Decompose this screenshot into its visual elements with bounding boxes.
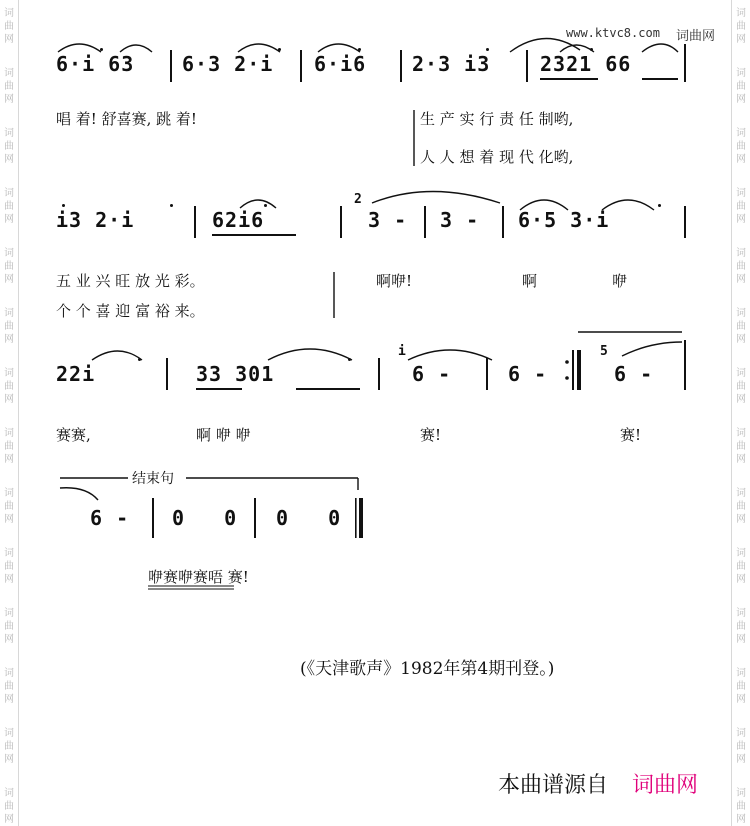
site-url[interactable]: www.ktvc8.com: [566, 26, 660, 40]
row2-lyric-2: 啊: [522, 272, 538, 290]
row1-verse-1: 生 产 实 行 责 任 制哟,: [420, 110, 574, 128]
watermark-char: 曲: [4, 141, 14, 152]
watermark-char: 曲: [736, 321, 746, 332]
watermark-char: 词: [4, 788, 14, 799]
watermark-char: 网: [4, 154, 14, 165]
octave-dot: [100, 48, 103, 51]
watermark-char: 网: [736, 454, 746, 465]
watermark-char: 词: [736, 8, 746, 19]
barline: [340, 206, 342, 238]
ending-label: 结束句: [132, 471, 174, 487]
octave-dot: [658, 204, 661, 207]
row2-measure-2: 62i6: [212, 208, 265, 232]
watermark-char: 网: [4, 214, 14, 225]
row3-lyric-2: 啊 咿 咿: [196, 426, 251, 444]
row3-measure-5: 6 -: [614, 362, 654, 386]
watermark-char: 曲: [4, 681, 14, 692]
watermark-char: 词: [736, 248, 746, 259]
row2-measure-1: i3 2·i: [56, 208, 135, 232]
watermark-char: 曲: [4, 321, 14, 332]
watermark-char: 词: [4, 188, 14, 199]
watermark-char: 曲: [4, 621, 14, 632]
watermark-char: 网: [736, 34, 746, 45]
watermark-char: 网: [736, 754, 746, 765]
watermark-char: 网: [4, 34, 14, 45]
watermark-char: 词: [736, 188, 746, 199]
row2-lyric-3: 咿: [612, 272, 628, 290]
watermark-char: 网: [4, 754, 14, 765]
watermark-char: 网: [4, 634, 14, 645]
row3-measure-2: 33 301: [196, 362, 275, 386]
watermark-char: 曲: [736, 621, 746, 632]
beam-underline: [540, 78, 598, 80]
barline: [486, 358, 488, 390]
watermark-char: 词: [736, 788, 746, 799]
watermark-char: 词: [4, 8, 14, 19]
watermark-char: 曲: [4, 441, 14, 452]
watermark-char: 网: [736, 214, 746, 225]
watermark-char: 曲: [736, 201, 746, 212]
watermark-char: 曲: [736, 741, 746, 752]
row2-verse-2: 个 个 喜 迎 富 裕 来。: [56, 302, 205, 320]
watermark-char: 曲: [736, 561, 746, 572]
watermark-char: 曲: [736, 81, 746, 92]
octave-dot: [486, 48, 489, 51]
watermark-char: 词: [4, 248, 14, 259]
watermark-char: 曲: [736, 801, 746, 812]
barline: [424, 206, 426, 238]
watermark-char: 网: [4, 94, 14, 105]
barline: [526, 50, 528, 82]
watermark-char: 网: [736, 334, 746, 345]
watermark-char: 词: [4, 368, 14, 379]
row3-measure-3: 6 -: [412, 362, 452, 386]
beam-underline: [296, 388, 360, 390]
octave-dot: [170, 204, 173, 207]
barline: [502, 206, 504, 238]
row1-measure-2: 6·3 2·i: [182, 52, 274, 76]
row4-measure-2: 0 0: [172, 506, 251, 530]
site-name[interactable]: 词曲网: [676, 29, 716, 44]
watermark-char: 曲: [4, 21, 14, 32]
grace-note: 2: [354, 192, 362, 207]
watermark-char: 网: [4, 274, 14, 285]
row2-measure-4: 3 -: [440, 208, 480, 232]
row2-lyric-1: 啊咿!: [376, 272, 413, 290]
watermark-char: 词: [736, 308, 746, 319]
row2-measure-3: 3 -: [368, 208, 408, 232]
watermark-char: 曲: [736, 381, 746, 392]
watermark-char: 曲: [736, 501, 746, 512]
barline: [684, 340, 686, 390]
watermark-char: 网: [736, 94, 746, 105]
row3-lyric-3: 赛!: [420, 426, 442, 444]
watermark-char: 词: [736, 548, 746, 559]
watermark-char: 词: [736, 128, 746, 139]
watermark-char: 曲: [4, 741, 14, 752]
watermark-char: 词: [4, 728, 14, 739]
octave-dot: [264, 204, 267, 207]
barline: [166, 358, 168, 390]
watermark-char: 网: [4, 334, 14, 345]
watermark-char: 曲: [4, 801, 14, 812]
watermark-char: 词: [4, 428, 14, 439]
watermark-char: 曲: [4, 261, 14, 272]
beam-underline: [196, 388, 242, 390]
row4-measure-3: 0 0: [276, 506, 355, 530]
row4-measure-1: 6 -: [90, 506, 130, 530]
watermark-char: 词: [736, 68, 746, 79]
octave-dot: [590, 48, 593, 51]
watermark-char: 词: [736, 608, 746, 619]
row1-measure-4: 2·3 i3: [412, 52, 491, 76]
watermark-char: 网: [736, 274, 746, 285]
watermark-char: 词: [4, 128, 14, 139]
beam-underline: [212, 234, 296, 236]
row4-lyric: 咿赛咿赛唔 赛!: [148, 568, 249, 586]
octave-dot: [358, 48, 361, 51]
watermark-char: 网: [4, 454, 14, 465]
watermark-char: 曲: [4, 501, 14, 512]
barline: [684, 206, 686, 238]
footer-source-label: 本曲谱源自: [498, 773, 609, 798]
watermark-char: 网: [736, 814, 746, 825]
watermark-char: 词: [736, 728, 746, 739]
watermark-char: 曲: [736, 441, 746, 452]
barline: [152, 498, 154, 538]
row3-measure-4: 6 -: [508, 362, 548, 386]
watermark-char: 词: [4, 308, 14, 319]
watermark-char: 词: [736, 668, 746, 679]
watermark-char: 网: [736, 634, 746, 645]
watermark-char: 网: [4, 574, 14, 585]
octave-dot: [138, 358, 141, 361]
row1-measure-5: 2321 66: [540, 52, 632, 76]
watermark-char: 网: [736, 694, 746, 705]
watermark-char: 曲: [736, 141, 746, 152]
row2-verse-1: 五 业 兴 旺 放 光 彩。: [56, 272, 205, 290]
watermark-char: 网: [4, 394, 14, 405]
publication-credit: (《天津歌声》1982年第4期刊登。): [300, 659, 555, 679]
watermark-char: 网: [4, 514, 14, 525]
watermark-char: 曲: [4, 561, 14, 572]
watermark-char: 词: [736, 368, 746, 379]
barline: [194, 206, 196, 238]
row3-measure-1: 22i: [56, 362, 96, 386]
grace-note: 5: [600, 344, 608, 359]
watermark-char: 曲: [4, 201, 14, 212]
barline: [400, 50, 402, 82]
row3-lyric-1: 赛赛,: [56, 426, 91, 444]
row2-measure-5: 6·5 3·i: [518, 208, 610, 232]
row1-verse-2: 人 人 想 着 现 代 化哟,: [420, 148, 574, 166]
footer-source-site[interactable]: 词曲网: [632, 773, 699, 798]
watermark-char: 词: [4, 68, 14, 79]
octave-dot: [348, 358, 351, 361]
watermark-char: 网: [4, 814, 14, 825]
watermark-char: 词: [736, 428, 746, 439]
watermark-char: 词: [4, 548, 14, 559]
row1-measure-3: 6·i6: [314, 52, 367, 76]
grace-note: i: [398, 344, 406, 359]
watermark-char: 词: [4, 488, 14, 499]
barline: [300, 50, 302, 82]
barline: [684, 44, 686, 82]
row3-lyric-4: 赛!: [620, 426, 642, 444]
watermark-char: 网: [736, 514, 746, 525]
watermark-char: 曲: [4, 381, 14, 392]
watermark-char: 网: [736, 394, 746, 405]
barline: [170, 50, 172, 82]
octave-dot: [62, 204, 65, 207]
watermark-char: 网: [736, 574, 746, 585]
watermark-char: 曲: [736, 261, 746, 272]
row1-measure-1: 6·i 63: [56, 52, 135, 76]
watermark-char: 词: [736, 488, 746, 499]
watermark-char: 词: [4, 608, 14, 619]
watermark-char: 网: [4, 694, 14, 705]
barline: [254, 498, 256, 538]
watermark-char: 曲: [4, 81, 14, 92]
octave-dot: [278, 48, 281, 51]
watermark-char: 词: [4, 668, 14, 679]
barline: [378, 358, 380, 390]
watermark-char: 曲: [736, 21, 746, 32]
beam-underline: [642, 78, 678, 80]
row1-lyric: 唱 着! 舒喜赛, 跳 着!: [56, 110, 197, 128]
watermark-char: 网: [736, 154, 746, 165]
watermark-char: 曲: [736, 681, 746, 692]
